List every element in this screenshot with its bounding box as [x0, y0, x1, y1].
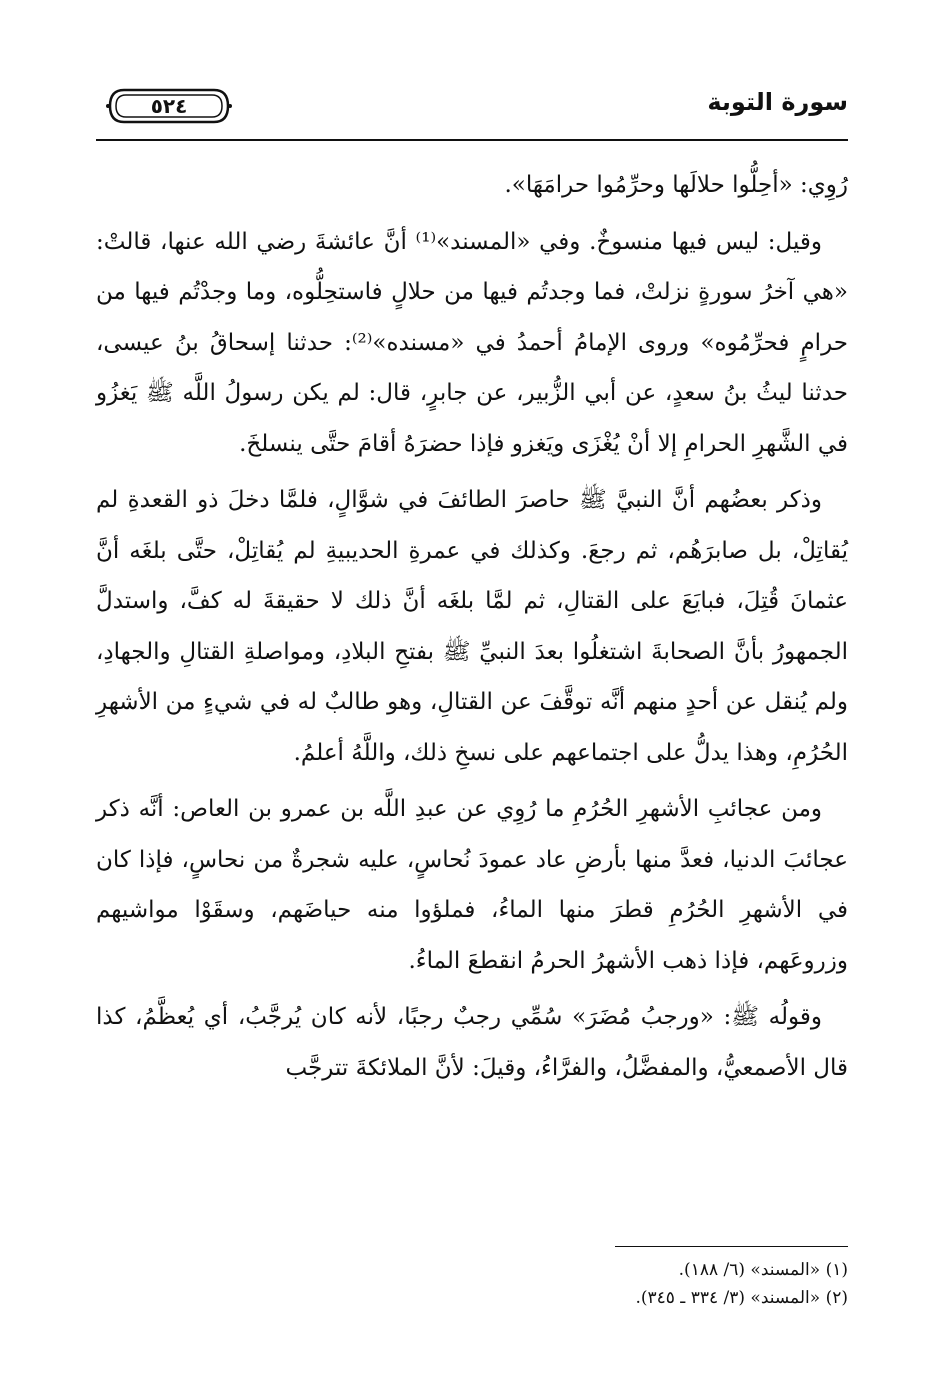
paragraph: رُوِي: «أحِلُّوا حلالَها وحرِّمُوا حرامَهَا». — [504, 172, 848, 198]
paragraph: ومن عجائبِ الأشهرِ الحُرُمِ ما رُوِي عن عبدِ اللَّه بن عمرو بن العاص: أنَّه ذكر عجائبَ الدنيا، فعدَّ منها بأرضِ عاد عمودَ نُحاسٍ، عليه شجرةٌ من نحاسٍ، فإذا كان في الأشهرِ الحُرُمِ قطرَ منها الماءُ، فملؤوا منه حياضَهم، وسقَوْا مواشيهم وزروعَهم، فإذا ذهب الأشهرُ الحرمُ انقطعَ الماءُ. — [96, 796, 848, 974]
header-divider — [96, 139, 848, 141]
page-number: ٥٢٤ — [150, 94, 188, 118]
footnote: (١) «المسند» (٦/ ١٨٨). — [678, 1260, 848, 1280]
main-text — [96, 160, 848, 1099]
page-header — [96, 78, 848, 138]
surah-title: سورة التوبة — [707, 88, 848, 116]
paragraph: وقيل: ليس فيها منسوخٌ. وفي «المسند»⁽¹⁾ أنَّ عائشةَ رضي الله عنها، قالتْ: «هي آخرُ سورةٍ نزلتْ، فما وجدتُم فيها من حلالٍ فاستحِلُّوه، وما وجدْتُم فيها من حرامٍ فحرِّمُوه» وروى الإمامُ أحمدُ في «مسنده»⁽²⁾: حدثنا إسحاقُ بنُ عيسى، حدثنا ليثُ بنُ سعدٍ، عن أبي الزُّبير، عن جابرٍ، قال: لم يكن رسولُ اللَّه ﷺ يَغزُو في الشَّهرِ الحرامِ إلا أنْ يُغْزَى ويَغزو فإذا حضرَهُ أقامَ حتَّى ينسلخَ. — [96, 228, 848, 457]
footnote-divider — [615, 1246, 848, 1247]
page-number-badge — [106, 86, 232, 126]
footnotes — [96, 1256, 848, 1312]
footnote: (٢) «المسند» (٣/ ٣٣٤ ـ ٣٤٥). — [635, 1288, 848, 1308]
paragraph: وقولُه ﷺ: «ورجبُ مُضَرَ» سُمِّي رجبٌ رجبًا، لأنه كان يُرجَّبُ، أي يُعظَّمُ، كذا قال الأصمعيُّ، والمفضَّلُ، والفرَّاءُ، وقيلَ: لأنَّ الملائكةَ تترجَّب — [96, 1004, 848, 1081]
paragraph: وذكر بعضُهم أنَّ النبيَّ ﷺ حاصرَ الطائفَ في شوَّالٍ، فلمَّا دخلَ ذو القعدةِ لم يُقاتِلْ، بل صابرَهُم، ثم رجعَ. وكذلك في عمرةِ الحديبيةِ لم يُقاتِلْ، حتَّى بلغَه أنَّ عثمانَ قُتِلَ، فبايَعَ على القتالِ، ثم لمَّا بلغَه أنَّ ذلك لا حقيقةَ له كفَّ، واستدلَّ الجمهورُ بأنَّ الصحابةَ اشتغلُوا بعدَ النبيِّ ﷺ بفتحِ البلادِ، ومواصلةِ القتالِ والجهادِ، ولم يُنقل عن أحدٍ منهم أنَّه توقَّفَ عن القتالِ، وهو طالبٌ له في شيءٍ من الأشهرِ الحُرُمِ، وهذا يدلُّ على اجتماعهم على نسخِ ذلك، واللَّهُ أعلمُ. — [96, 487, 848, 766]
